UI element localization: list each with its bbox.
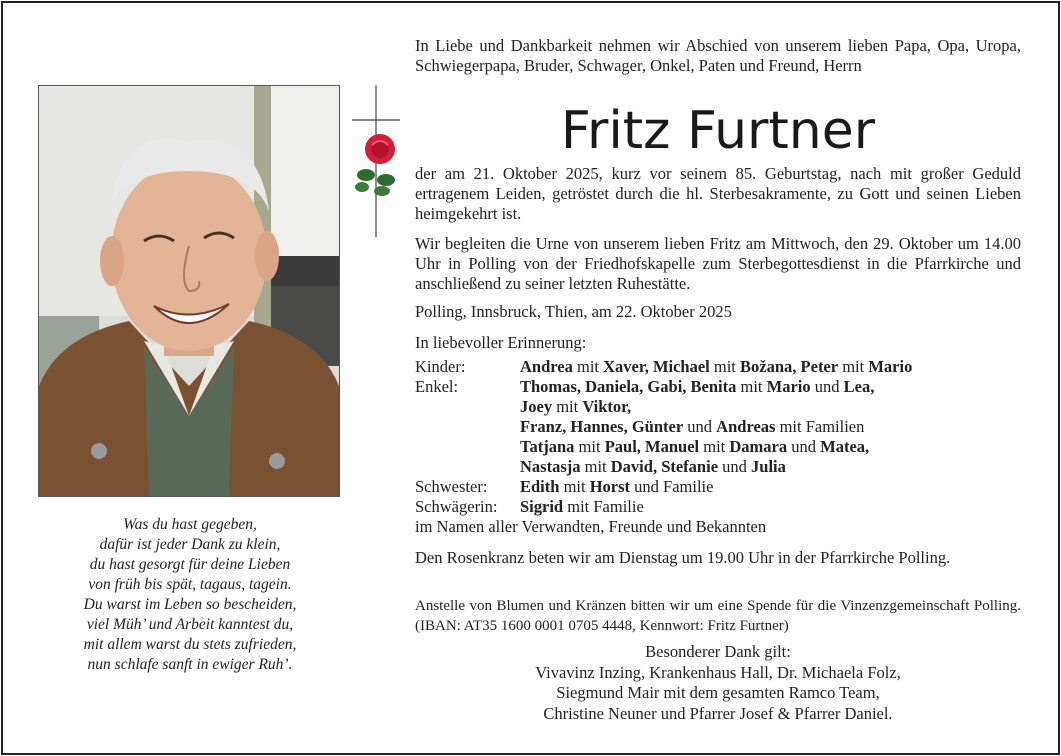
relatives-row-enkel-5	[415, 457, 1021, 477]
relatives-names: Tatjana mit Paul, Manuel mit Damara und Matea,	[520, 437, 870, 456]
poem	[40, 515, 340, 675]
relatives-row-schwaegerin	[415, 497, 1021, 517]
place-date: Polling, Innsbruck, Thien, am 22. Oktober 2025	[415, 302, 732, 321]
poem-line: mit allem warst du stets zufrieden,	[83, 636, 297, 653]
relatives-names: Joey mit Viktor,	[520, 397, 632, 416]
poem-line: du hast gesorgt für deine Lieben	[89, 556, 291, 573]
funeral-details: Wir begleiten die Urne von unserem lieben Fritz am Mittwoch, den 29. Oktober um 14.00 Uhr in Polling von der Friedhofskapelle zum Sterbegottesdienst in die Pfarrkirche und anschließend zu seiner letzten Ruhestätte.	[415, 234, 1021, 293]
relatives-names: Nastasja mit David, Stefanie und Julia	[520, 457, 786, 476]
relatives-row-enkel-2	[415, 397, 1021, 417]
portrait-photo	[38, 85, 340, 497]
donation-notice: Anstelle von Blumen und Kränzen bitten wir um eine Spende für die Vinzenzgemeinschaft Polling. (IBAN: AT35 1600 0001 0705 4448, Kennwort: Fritz Furtner)	[415, 598, 1021, 634]
thanks-line: Christine Neuner und Pfarrer Josef & Pfarrer Daniel.	[543, 703, 893, 723]
thanks-block	[415, 642, 1021, 724]
thanks-line: Siegmund Mair mit dem gesamten Ramco Team,	[556, 683, 880, 702]
memory-line: In liebevoller Erinnerung:	[415, 333, 587, 352]
relatives-row-enkel-3	[415, 417, 1021, 437]
intro-text: In Liebe und Dankbarkeit nehmen wir Abschied von unserem lieben Papa, Opa, Uropa, Schwiegerpapa, Bruder, Schwager, Onkel, Paten und Freund, Herrn	[415, 36, 1021, 75]
relatives-list	[415, 357, 1021, 537]
rose-icon	[355, 134, 395, 196]
thanks-heading: Besonderer Dank gilt:	[645, 642, 791, 661]
relatives-names: Thomas, Daniela, Gabi, Benita mit Mario und Lea,	[520, 377, 875, 396]
thanks-line: Vivavinz Inzing, Krankenhaus Hall, Dr. Michaela Folz,	[535, 662, 901, 682]
relatives-names: Sigrid mit Familie	[520, 497, 644, 516]
deceased-name: Fritz Furtner	[560, 101, 876, 161]
portrait-illustration	[39, 86, 339, 496]
death-announcement: der am 21. Oktober 2025, kurz vor seinem 85. Geburtstag, nach mit großer Geduld ertragenem Leiden, getröstet durch die hl. Sterbesakramente, zu Gott und seinen Lieben heimgekehrt ist.	[415, 164, 1021, 223]
poem-line: von früh bis spät, tagaus, tagein.	[88, 576, 292, 593]
cross-with-rose	[352, 85, 400, 237]
relatives-row-schwester	[415, 477, 1021, 497]
rosary-notice: Den Rosenkranz beten wir am Dienstag um 19.00 Uhr in der Pfarrkirche Polling.	[415, 548, 951, 567]
poem-line: Du warst im Leben so bescheiden,	[83, 596, 297, 613]
relatives-label: Schwester:	[415, 477, 488, 496]
cross-icon	[352, 85, 400, 237]
relatives-names: Franz, Hannes, Günter und Andreas mit Familien	[520, 417, 865, 436]
relatives-label: Enkel:	[415, 377, 459, 396]
relatives-names: Edith mit Horst und Familie	[520, 477, 714, 496]
relatives-closing: im Namen aller Verwandten, Freunde und Bekannten	[415, 517, 767, 536]
relatives-row-enkel	[415, 377, 1021, 397]
poem-line: Was du hast gegeben,	[123, 516, 257, 533]
relatives-row-enkel-4	[415, 437, 1021, 457]
relatives-row-kinder	[415, 357, 1021, 377]
relatives-label: Kinder:	[415, 357, 466, 376]
poem-line: viel Müh’ und Arbeit kanntest du,	[86, 616, 294, 633]
relatives-names: Andrea mit Xaver, Michael mit Božana, Peter mit Mario	[520, 357, 913, 376]
relatives-label: Schwägerin:	[415, 497, 498, 516]
poem-line: nun schlafe sanft in ewiger Ruh’.	[87, 656, 293, 673]
poem-line: dafür ist jeder Dank zu klein,	[99, 536, 281, 553]
